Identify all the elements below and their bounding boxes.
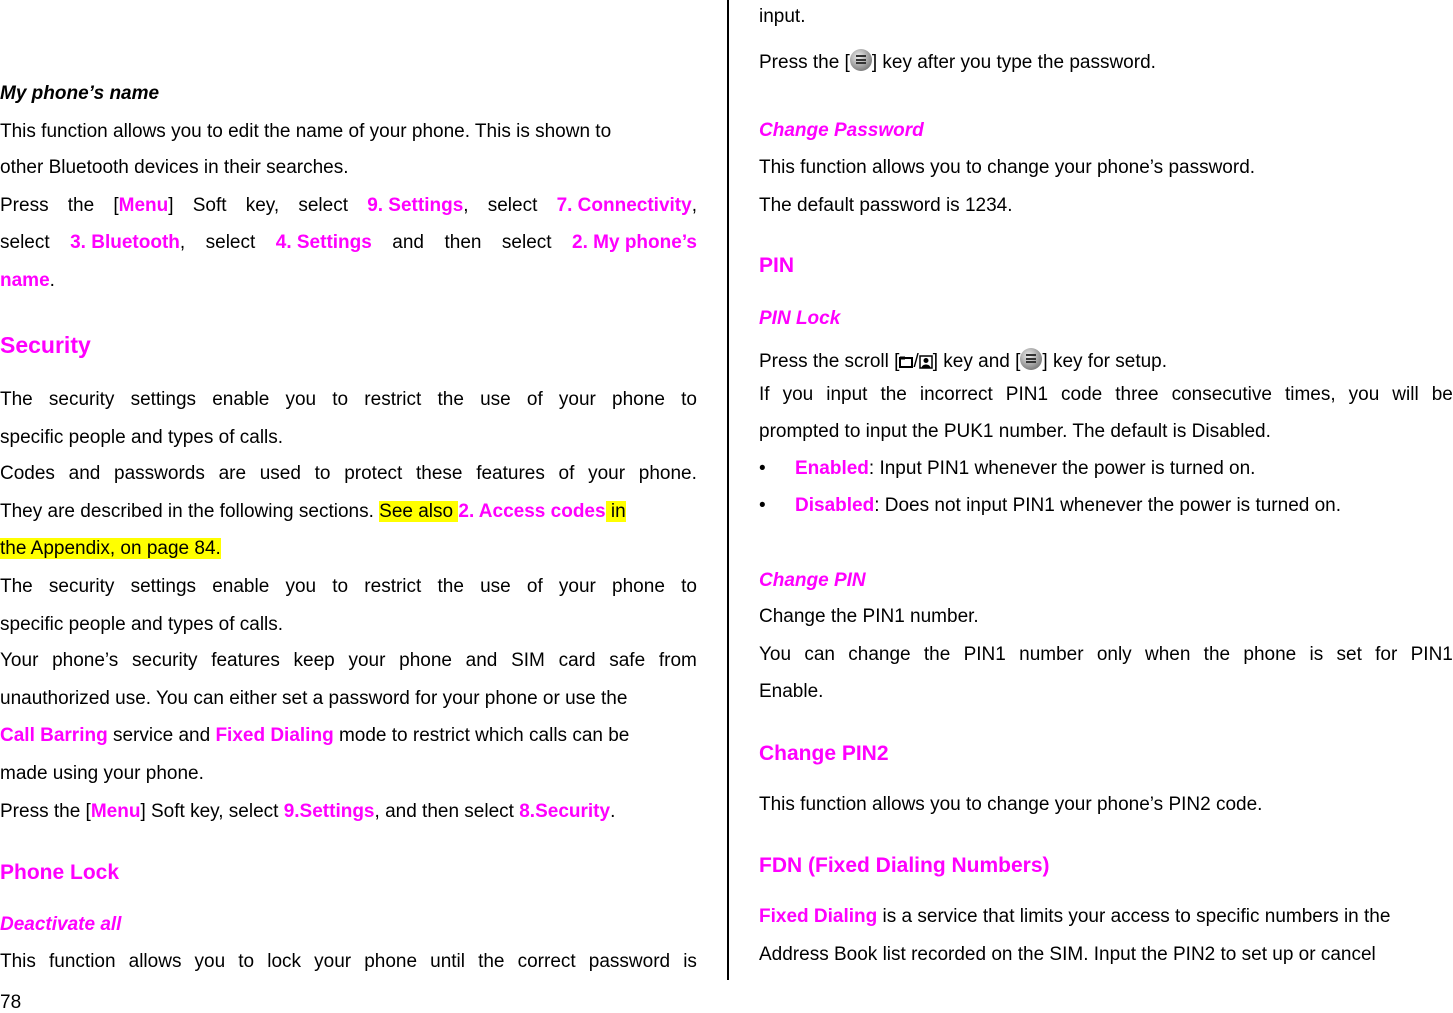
word: your: [588, 463, 626, 484]
paragraph-line: specific people and types of calls.: [0, 427, 284, 448]
word: phone: [399, 650, 452, 671]
word: security: [48, 576, 115, 597]
word: features: [211, 650, 280, 671]
ok-key-icon: [1020, 348, 1042, 370]
word: the: [478, 951, 505, 972]
paragraph-line: [0, 576, 697, 598]
word: function: [49, 951, 116, 972]
word: The: [0, 576, 33, 597]
word: will: [1392, 384, 1419, 405]
word: incorrect: [919, 384, 993, 405]
word: restrict: [364, 389, 422, 410]
word: PIN1: [1410, 644, 1453, 665]
word: keep: [293, 650, 335, 671]
paragraph-line: Fixed Dialing is a service that limits your access to specific numbers in the: [759, 906, 1391, 927]
word: your: [558, 389, 596, 410]
word: correct: [517, 951, 576, 972]
paragraph-line: [759, 644, 1453, 666]
word: your: [558, 576, 596, 597]
instruction-line: select 3. Bluetooth, select 4. Settings and then select 2. My phone’s: [0, 232, 697, 253]
word: use: [480, 389, 511, 410]
word: passwords: [114, 463, 205, 484]
word: from: [658, 650, 697, 671]
word: code: [1061, 384, 1103, 405]
word: security: [132, 650, 198, 671]
word: to: [238, 951, 255, 972]
word: three: [1115, 384, 1159, 405]
word: lock: [267, 951, 302, 972]
paragraph-line: This function allows you to change your phone’s password.: [759, 157, 1256, 178]
instruction-line: Press the [Menu] Soft key, select 9.Settings, and then select 8.Security.: [0, 801, 616, 822]
change-pin2-heading: Change PIN2: [759, 742, 889, 765]
security-heading: Security: [0, 332, 91, 358]
paragraph-line: Enable.: [759, 681, 824, 702]
word: times,: [1284, 384, 1336, 405]
word: is: [683, 951, 697, 972]
paragraph-line: Call Barring service and Fixed Dialing mode to restrict which calls can be: [0, 725, 630, 746]
deactivate-all-heading: Deactivate all: [0, 914, 122, 935]
word: for: [1375, 644, 1398, 665]
word: Codes: [0, 463, 55, 484]
contacts-scroll-icon: [919, 355, 933, 369]
word: you: [782, 384, 814, 405]
word: be: [1431, 384, 1453, 405]
change-pin-heading: Change PIN: [759, 570, 866, 591]
column-divider: [727, 0, 729, 980]
paragraph-line: This function allows you to change your phone’s PIN2 code.: [759, 794, 1263, 815]
word: security: [48, 389, 115, 410]
word: your: [314, 951, 352, 972]
word: phone: [612, 576, 665, 597]
list-item: • Disabled: Does not input PIN1 whenever the power is turned on.: [759, 495, 1342, 516]
word: and: [465, 650, 498, 671]
word: you: [194, 951, 226, 972]
word: restrict: [364, 576, 422, 597]
page-number: 78: [0, 992, 22, 1013]
word: until: [430, 951, 465, 972]
paragraph-line: unauthorized use. You can either set a password for your phone or use the: [0, 688, 628, 709]
folder-scroll-icon: [899, 355, 913, 369]
instruction-line: name.: [0, 270, 55, 291]
word: to: [314, 463, 331, 484]
paragraph-line: prompted to input the PUK1 number. The default is Disabled.: [759, 421, 1271, 442]
word: is: [1309, 644, 1324, 665]
paragraph-line: made using your phone.: [0, 763, 204, 784]
word: to: [332, 389, 349, 410]
word: are: [218, 463, 247, 484]
fdn-heading: FDN (Fixed Dialing Numbers): [759, 854, 1050, 877]
word: and: [68, 463, 101, 484]
instruction-line: Press the scroll [ / ] key and [ ] key for setup.: [759, 348, 1453, 373]
paragraph-line: They are described in the following sections. See also 2. Access codes in: [0, 501, 626, 522]
word: the: [437, 389, 464, 410]
word: the: [437, 576, 464, 597]
word: input: [826, 384, 868, 405]
word: of: [526, 389, 543, 410]
word: features: [476, 463, 545, 484]
paragraph-line: [0, 463, 697, 485]
word: these: [416, 463, 463, 484]
word: If: [759, 384, 770, 405]
word: your: [348, 650, 386, 671]
paragraph-line: The default password is 1234.: [759, 195, 1013, 216]
word: settings: [130, 389, 197, 410]
word: the: [1203, 644, 1231, 665]
word: phone.: [638, 463, 697, 484]
paragraph-line: specific people and types of calls.: [0, 614, 284, 635]
word: card: [558, 650, 596, 671]
word: The: [0, 389, 33, 410]
my-phone-name-heading: My phone’s name: [0, 83, 160, 104]
word: to: [681, 389, 697, 410]
change-password-heading: Change Password: [759, 120, 924, 141]
word: number: [1019, 644, 1084, 665]
paragraph-line: input.: [759, 6, 806, 27]
word: You: [759, 644, 792, 665]
word: can: [804, 644, 835, 665]
pin-heading: PIN: [759, 254, 795, 277]
word: This: [0, 951, 36, 972]
word: consecutive: [1171, 384, 1272, 405]
word: safe: [609, 650, 646, 671]
bullet: •: [759, 458, 766, 479]
word: Your: [0, 650, 39, 671]
word: PIN1: [963, 644, 1006, 665]
pin-lock-heading: PIN Lock: [759, 308, 841, 329]
paragraph-line: Address Book list recorded on the SIM. Input the PIN2 to set up or cancel: [759, 944, 1376, 965]
word: phone: [1243, 644, 1297, 665]
paragraph-line: This function allows you to edit the name of your phone. This is shown to: [0, 121, 612, 142]
word: phone: [612, 389, 665, 410]
paragraph-line: [759, 384, 1453, 406]
word: allows: [128, 951, 182, 972]
word: the: [880, 384, 907, 405]
phone-lock-heading: Phone Lock: [0, 861, 120, 884]
word: enable: [212, 576, 270, 597]
word: to: [332, 576, 349, 597]
paragraph-line: [0, 389, 697, 411]
word: set: [1336, 644, 1362, 665]
word: password: [588, 951, 671, 972]
paragraph-line: [0, 951, 697, 973]
paragraph-line: Change the PIN1 number.: [759, 606, 979, 627]
word: the: [923, 644, 951, 665]
word: used: [259, 463, 301, 484]
word: you: [1348, 384, 1380, 405]
word: when: [1144, 644, 1191, 665]
word: use: [480, 576, 511, 597]
word: PIN1: [1005, 384, 1049, 405]
list-item: • Enabled: Input PIN1 whenever the power is turned on.: [759, 458, 1256, 479]
instruction-line: Press the [Menu] Soft key, select 9. Settings, select 7. Connectivity,: [0, 195, 697, 216]
word: to: [681, 576, 697, 597]
ok-key-icon: [850, 49, 872, 71]
word: of: [526, 576, 543, 597]
paragraph-line: other Bluetooth devices in their searches.: [0, 157, 349, 178]
word: phone: [364, 951, 418, 972]
word: settings: [130, 576, 197, 597]
paragraph-line: [0, 650, 697, 672]
word: you: [285, 576, 317, 597]
access-codes-link[interactable]: 2. Access codes: [458, 501, 606, 522]
word: change: [848, 644, 911, 665]
word: SIM: [511, 650, 545, 671]
word: enable: [212, 389, 270, 410]
word: protect: [344, 463, 403, 484]
word: of: [558, 463, 575, 484]
instruction-line: Press the [ ] key after you type the password.: [759, 49, 1453, 74]
word: you: [285, 389, 317, 410]
bullet: •: [759, 495, 766, 516]
word: phone’s: [52, 650, 119, 671]
word: only: [1096, 644, 1132, 665]
paragraph-line: the Appendix, on page 84.: [0, 538, 221, 559]
